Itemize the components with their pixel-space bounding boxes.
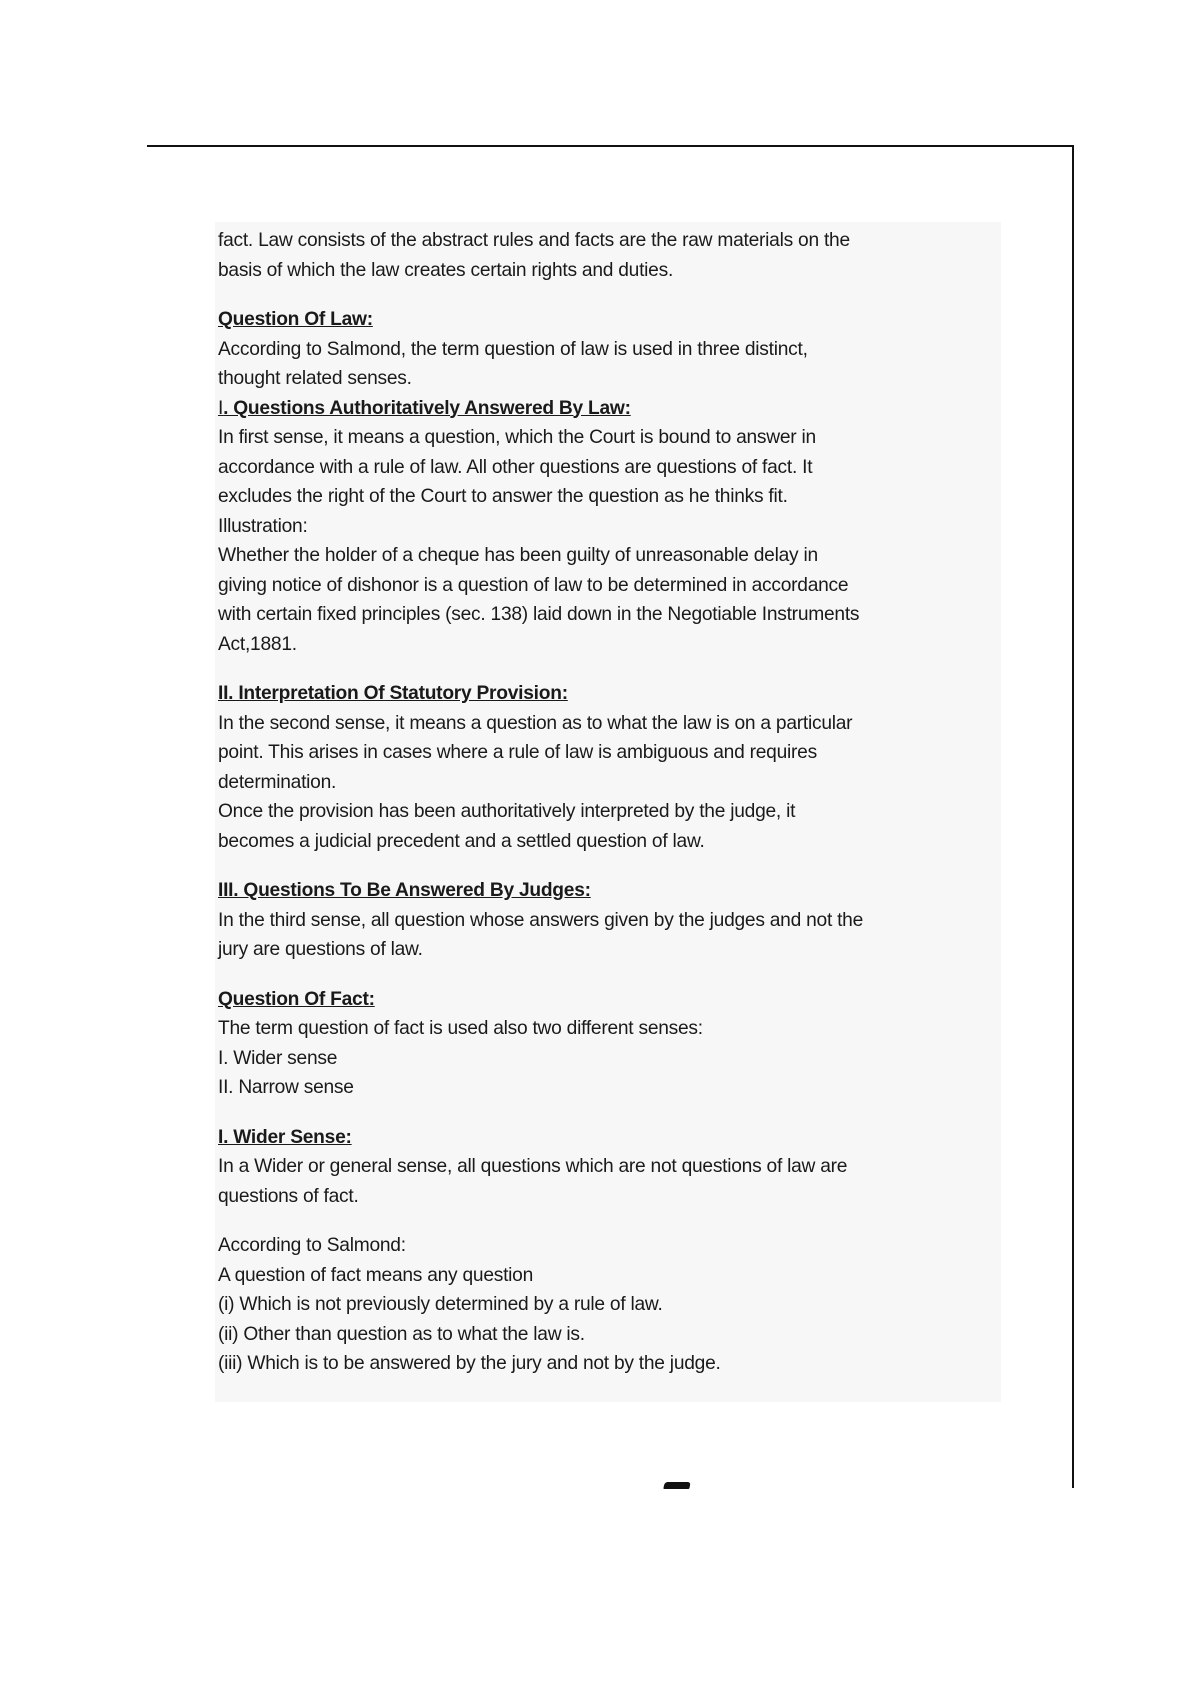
document-text-block [215,222,1001,1402]
document-body [218,226,1008,1379]
paragraph-line: In first sense, it means a question, which the Court is bound to answer in [218,427,816,448]
page-frame-top-rule [147,145,1074,147]
illustration-label: Illustration: [218,515,308,537]
paragraph-line: A question of fact means any question [218,1264,534,1286]
paragraph-line: Act,1881. [218,633,297,655]
heading-wider-sense: I. Wider Sense: [218,1126,352,1148]
paragraph-line: jury are questions of law. [218,939,423,960]
heading-questions-answered-by-judges: III. Questions To Be Answered By Judges: [218,880,591,901]
heading-questions-authoritatively-answered [218,394,1008,424]
list-item: II. Narrow sense [218,1077,354,1098]
heading-question-of-fact: Question Of Fact: [218,988,375,1010]
list-item: I. Wider sense [218,1047,338,1069]
list-item: (iii) Which is to be answered by the jury and not by the judge. [218,1353,721,1374]
list-item: (i) Which is not previously determined by a rule of law. [218,1294,663,1315]
heading-interpretation-statutory-provision: II. Interpretation Of Statutory Provision: [218,683,568,704]
paragraph-line: In the second sense, it means a question as to what the law is on a particular [218,712,853,734]
paragraph-line: becomes a judicial precedent and a settled question of law. [218,830,705,852]
list-item: (ii) Other than question as to what the law is. [218,1323,585,1345]
paragraph-line: Once the provision has been authoritatively interpreted by the judge, it [218,801,796,822]
paragraph-line: determination. [218,771,337,793]
paragraph-line: According to Salmond, the term question of law is used in three distinct, [218,338,808,360]
heading-question-of-law: Question Of Law: [218,309,373,330]
paragraph-line: In a Wider or general sense, all questions which are not questions of law are [218,1156,848,1177]
paragraph-line: basis of which the law creates certain rights and duties. [218,259,674,281]
page-number-mark [663,1482,690,1489]
paragraph-line: thought related senses. [218,368,412,389]
paragraph-line: giving notice of dishonor is a question of law to be determined in accordance [218,574,849,596]
paragraph-line: The term question of fact is used also two different senses: [218,1018,703,1039]
heading-prefix: I [218,397,224,419]
page-frame-right-rule [1072,145,1074,1488]
paragraph-line: In the third sense, all question whose answers given by the judges and not the [218,909,864,931]
heading-text: . Questions Authoritatively Answered By Law: [223,397,631,419]
paragraph-line: accordance with a rule of law. All other questions are questions of fact. It [218,456,813,478]
paragraph-line: excludes the right of the Court to answer the question as he thinks fit. [218,486,788,507]
paragraph-line: questions of fact. [218,1185,359,1207]
paragraph-line: with certain fixed principles (sec. 138) laid down in the Negotiable Instruments [218,604,860,625]
paragraph-line: According to Salmond: [218,1235,406,1256]
paragraph-line: Whether the holder of a cheque has been guilty of unreasonable delay in [218,545,818,566]
paragraph-line: point. This arises in cases where a rule of law is ambiguous and requires [218,742,817,763]
paragraph-line: fact. Law consists of the abstract rules and facts are the raw materials on the [218,230,850,251]
